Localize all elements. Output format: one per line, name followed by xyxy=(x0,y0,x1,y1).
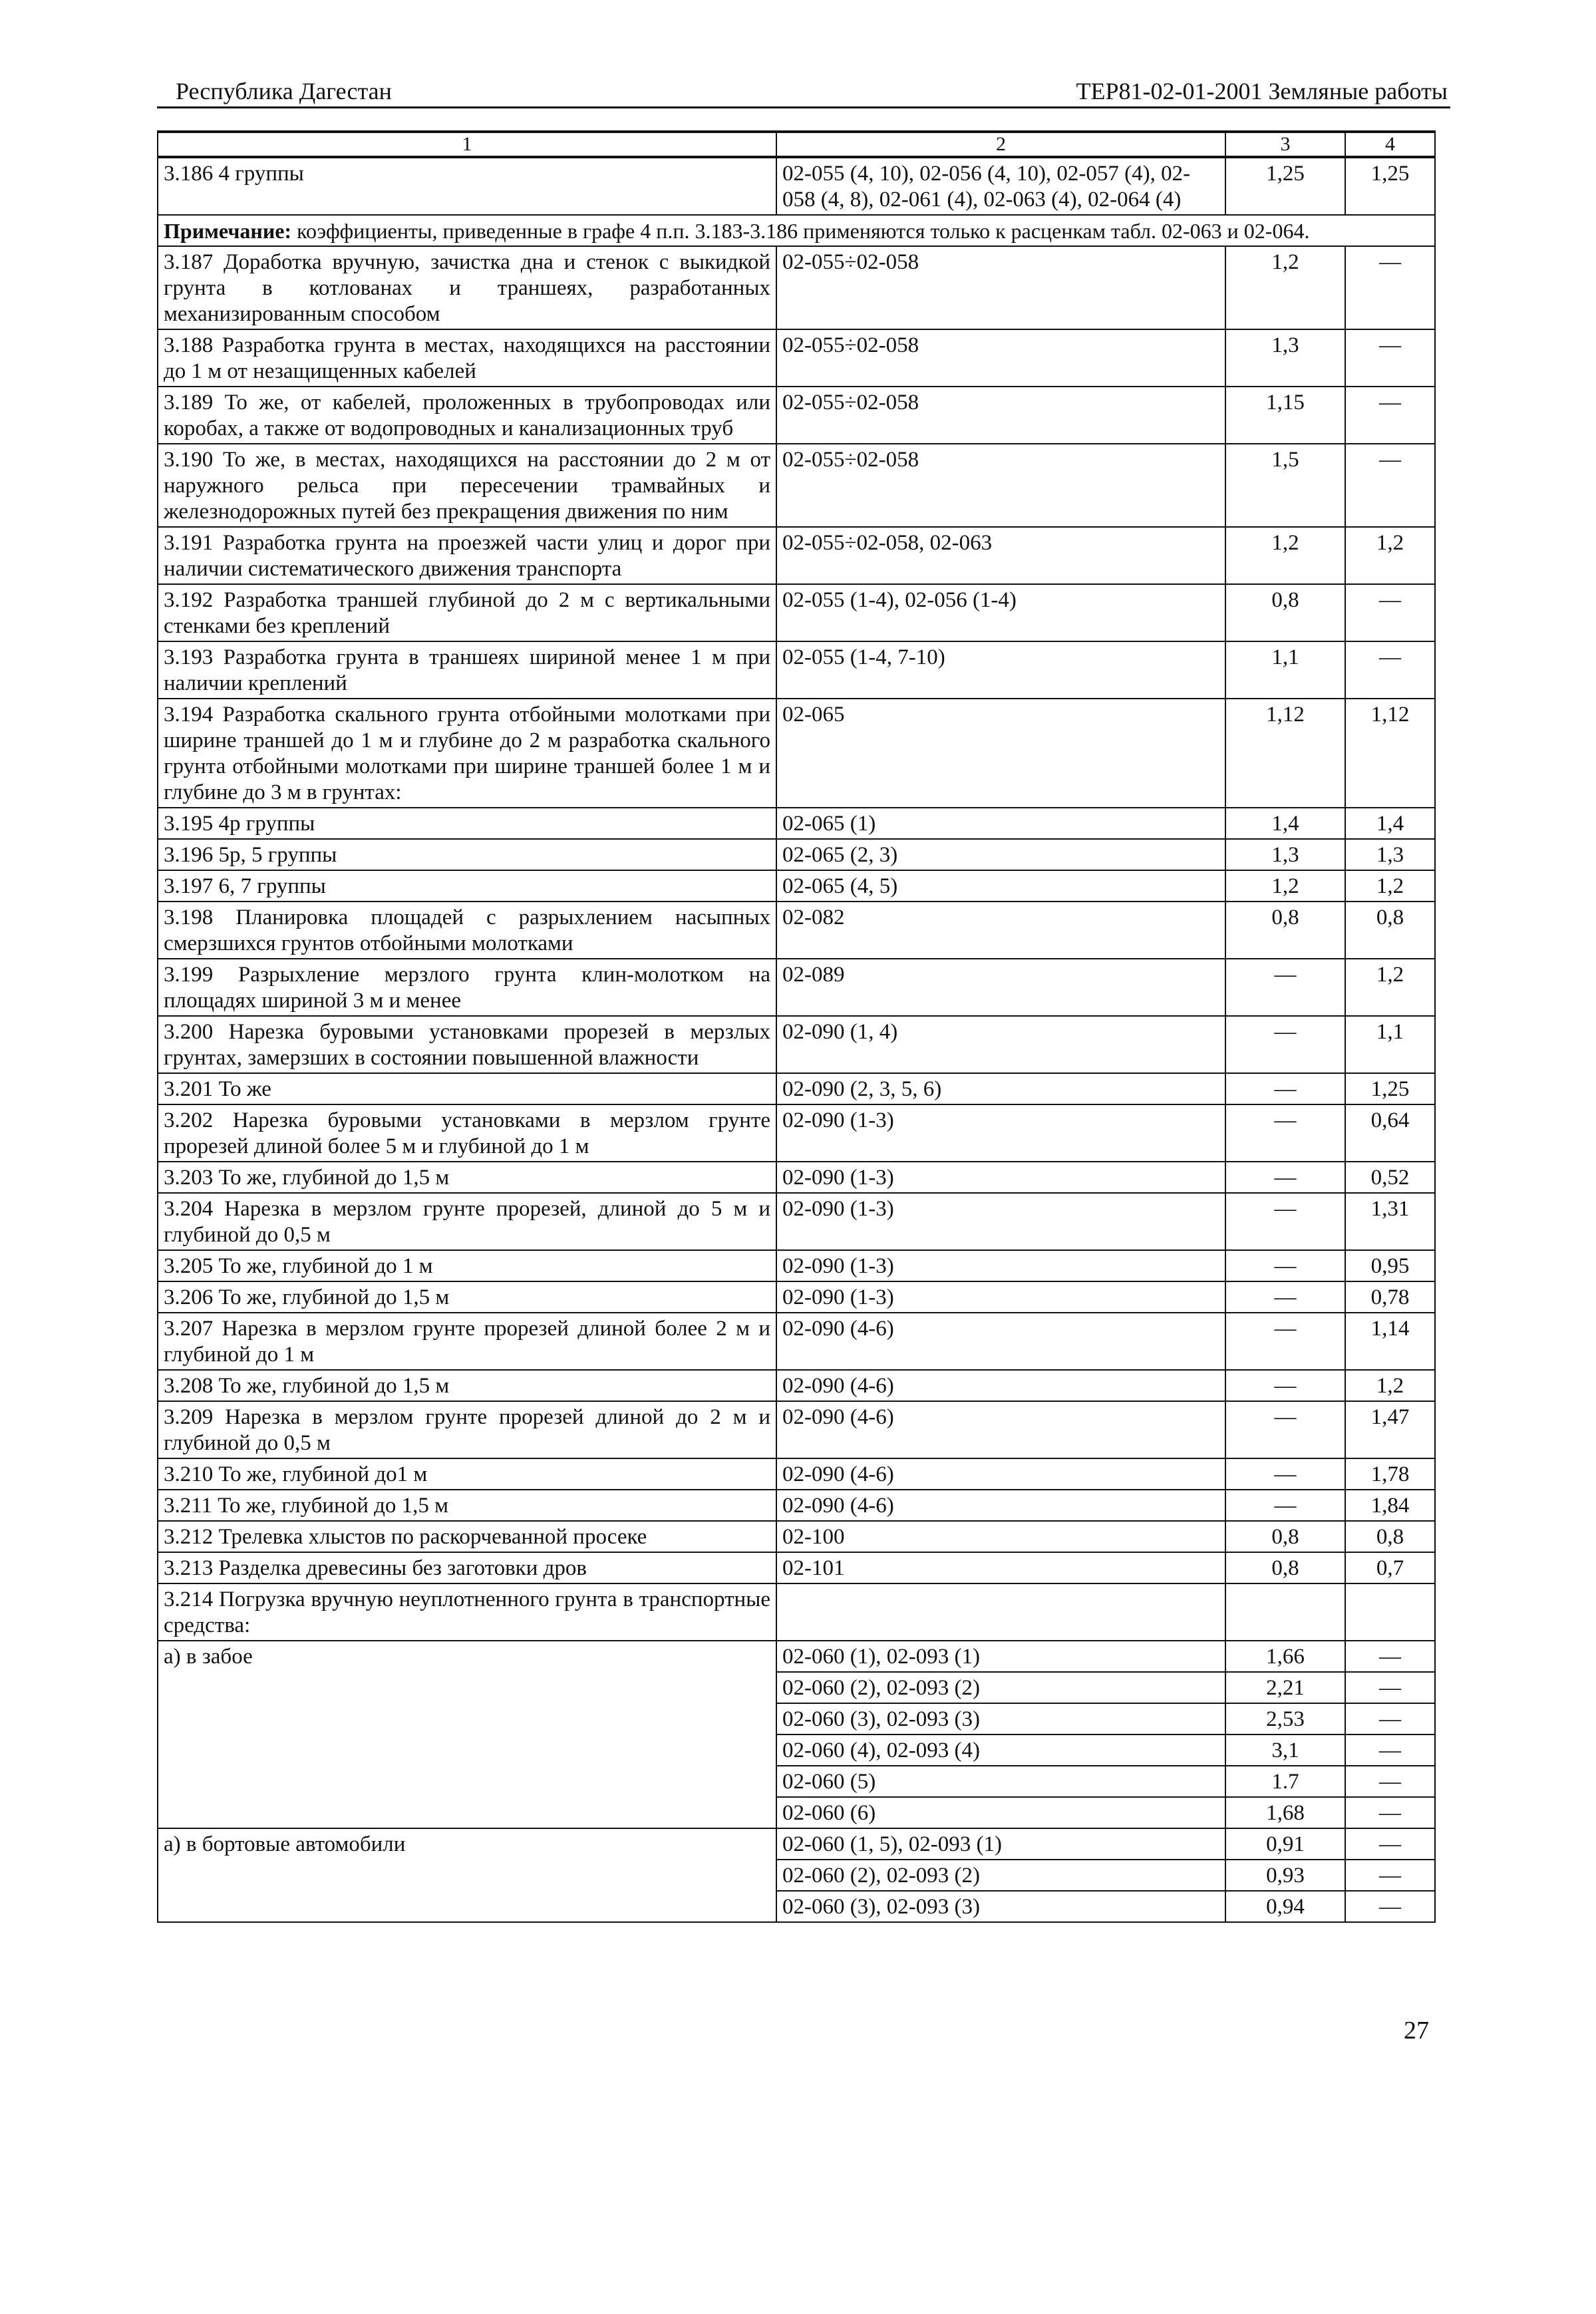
work-description: 3.187 Доработка вручную, зачистка дна и стенок с выкидкой грунта в котлованах и траншеях, разработанных механизированным способом xyxy=(158,246,776,329)
table-row xyxy=(158,1104,1435,1162)
coef-col-4: 1,31 xyxy=(1345,1193,1435,1250)
price-codes: 02-060 (6) xyxy=(776,1797,1225,1828)
header-doc-title: ТЕР81-02-01-2001 Земляные работы xyxy=(1076,78,1448,104)
coef-col-3: 1,2 xyxy=(1225,527,1345,584)
table-row xyxy=(158,1828,1435,1860)
table-row xyxy=(158,1641,1435,1672)
price-codes: 02-060 (2), 02-093 (2) xyxy=(776,1860,1225,1891)
work-description: 3.189 То же, от кабелей, проложенных в трубопроводах или коробах, а также от водопроводных и канализационных труб xyxy=(158,387,776,444)
coef-col-3 xyxy=(1225,1583,1345,1641)
price-codes: 02-090 (4-6) xyxy=(776,1370,1225,1401)
table-row xyxy=(158,641,1435,699)
work-description: 3.205 То же, глубиной до 1 м xyxy=(158,1250,776,1281)
coef-col-3: 2,53 xyxy=(1225,1703,1345,1735)
price-codes: 02-060 (1, 5), 02-093 (1) xyxy=(776,1828,1225,1860)
table-row xyxy=(158,1370,1435,1401)
table-row xyxy=(158,902,1435,959)
coef-col-3: — xyxy=(1225,1162,1345,1193)
price-codes: 02-090 (1-3) xyxy=(776,1193,1225,1250)
subgroup-label: а) в забое xyxy=(158,1641,776,1828)
work-description: 3.204 Нарезка в мерзлом грунте прорезей, длиной до 5 м и глубиной до 0,5 м xyxy=(158,1193,776,1250)
table-row xyxy=(158,1281,1435,1313)
coef-col-4: — xyxy=(1345,1828,1435,1860)
price-codes: 02-090 (1, 4) xyxy=(776,1016,1225,1073)
coef-col-4: 1,2 xyxy=(1345,870,1435,902)
coef-col-3: 1,1 xyxy=(1225,641,1345,699)
coef-col-4: 0,52 xyxy=(1345,1162,1435,1193)
price-codes xyxy=(776,1583,1225,1641)
coef-col-4: — xyxy=(1345,1797,1435,1828)
price-codes: 02-090 (1-3) xyxy=(776,1281,1225,1313)
coef-col-4: 1,3 xyxy=(1345,839,1435,870)
price-codes: 02-055÷02-058, 02-063 xyxy=(776,527,1225,584)
coef-col-4: 0,7 xyxy=(1345,1552,1435,1583)
table-row xyxy=(158,1583,1435,1641)
coef-col-4: 1,47 xyxy=(1345,1401,1435,1458)
work-description: 3.210 То же, глубиной до1 м xyxy=(158,1458,776,1490)
work-description: 3.193 Разработка грунта в траншеях шириной менее 1 м при наличии креплений xyxy=(158,641,776,699)
price-codes: 02-055 (1-4, 7-10) xyxy=(776,641,1225,699)
page-header xyxy=(157,75,1450,108)
price-codes: 02-055÷02-058 xyxy=(776,329,1225,387)
coef-col-3: 0,94 xyxy=(1225,1891,1345,1922)
work-description: 3.206 То же, глубиной до 1,5 м xyxy=(158,1281,776,1313)
work-description: 3.199 Разрыхление мерзлого грунта клин-молотком на площадях шириной 3 м и менее xyxy=(158,959,776,1016)
note-cell xyxy=(158,215,1435,246)
coef-col-3: — xyxy=(1225,1458,1345,1490)
coef-col-4: 0,95 xyxy=(1345,1250,1435,1281)
coef-col-4: — xyxy=(1345,1735,1435,1766)
header-region: Республика Дагестан xyxy=(176,78,392,104)
work-description: 3.212 Трелевка хлыстов по раскорчеванной просеке xyxy=(158,1521,776,1552)
work-description: 3.202 Нарезка буровыми установками в мерзлом грунте прорезей длиной более 5 м и глубиной до 1 м xyxy=(158,1104,776,1162)
table-row xyxy=(158,1521,1435,1552)
table-row xyxy=(158,1193,1435,1250)
table-row xyxy=(158,808,1435,839)
coef-col-3: 1,68 xyxy=(1225,1797,1345,1828)
note-text: коэффициенты, приведенные в графе 4 п.п. 3.183-3.186 применяются только к расценкам табл. 02-063 и 02-064. xyxy=(291,219,1310,243)
table-row xyxy=(158,959,1435,1016)
price-codes: 02-090 (4-6) xyxy=(776,1313,1225,1370)
coef-col-3: 1,2 xyxy=(1225,870,1345,902)
work-description: 3.213 Разделка древесины без заготовки дров xyxy=(158,1552,776,1583)
price-codes: 02-065 (1) xyxy=(776,808,1225,839)
coef-col-4: 0,8 xyxy=(1345,902,1435,959)
work-description: 3.190 То же, в местах, находящихся на расстоянии до 2 м от наружного рельса при пересечении трамвайных и железнодорожных путей без прекращения движения по ним xyxy=(158,444,776,527)
coef-col-4: — xyxy=(1345,1672,1435,1703)
work-description: 3.188 Разработка грунта в местах, находящихся на расстоянии до 1 м от незащищенных кабелей xyxy=(158,329,776,387)
subgroup-label: а) в бортовые автомобили xyxy=(158,1828,776,1922)
coef-col-3: 1,2 xyxy=(1225,246,1345,329)
table-row xyxy=(158,1552,1435,1583)
price-codes: 02-090 (4-6) xyxy=(776,1458,1225,1490)
table-row xyxy=(158,387,1435,444)
coef-col-4: 0,8 xyxy=(1345,1521,1435,1552)
coef-col-4: 1,78 xyxy=(1345,1458,1435,1490)
price-codes: 02-055 (4, 10), 02-056 (4, 10), 02-057 (4), 02-058 (4, 8), 02-061 (4), 02-063 (4), 02-064 (4) xyxy=(776,157,1225,215)
coef-col-4: 1,1 xyxy=(1345,1016,1435,1073)
coefficients-table xyxy=(157,130,1436,1923)
coef-col-4: 1,2 xyxy=(1345,527,1435,584)
coef-col-4: — xyxy=(1345,584,1435,641)
column-number-row xyxy=(158,132,1435,157)
coef-col-3: 1,15 xyxy=(1225,387,1345,444)
coef-col-3: 1.7 xyxy=(1225,1766,1345,1797)
coef-col-4: 0,64 xyxy=(1345,1104,1435,1162)
coef-col-3: 1,3 xyxy=(1225,839,1345,870)
price-codes: 02-055÷02-058 xyxy=(776,444,1225,527)
price-codes: 02-101 xyxy=(776,1552,1225,1583)
price-codes: 02-060 (5) xyxy=(776,1766,1225,1797)
table-row xyxy=(158,1401,1435,1458)
table-row xyxy=(158,329,1435,387)
price-codes: 02-090 (1-3) xyxy=(776,1104,1225,1162)
work-description: 3.195 4р группы xyxy=(158,808,776,839)
coef-col-4: 1,84 xyxy=(1345,1490,1435,1521)
page-number: 27 xyxy=(1404,2017,1429,2045)
coef-col-4: — xyxy=(1345,1766,1435,1797)
coef-col-3: 0,91 xyxy=(1225,1828,1345,1860)
coef-col-4: 1,2 xyxy=(1345,1370,1435,1401)
table-row xyxy=(158,1016,1435,1073)
table-row xyxy=(158,699,1435,808)
price-codes: 02-060 (3), 02-093 (3) xyxy=(776,1703,1225,1735)
note-row xyxy=(158,215,1435,246)
coef-col-3: 1,3 xyxy=(1225,329,1345,387)
price-codes: 02-082 xyxy=(776,902,1225,959)
price-codes: 02-065 (2, 3) xyxy=(776,839,1225,870)
coef-col-3: 1,12 xyxy=(1225,699,1345,808)
coef-col-4: 1,25 xyxy=(1345,1073,1435,1104)
coef-col-3: 1,66 xyxy=(1225,1641,1345,1672)
price-codes: 02-090 (4-6) xyxy=(776,1401,1225,1458)
table-row xyxy=(158,1313,1435,1370)
coef-col-4: — xyxy=(1345,1860,1435,1891)
work-description: 3.186 4 группы xyxy=(158,157,776,215)
coef-col-4: — xyxy=(1345,387,1435,444)
work-description: 3.196 5р, 5 группы xyxy=(158,839,776,870)
table-row xyxy=(158,870,1435,902)
coef-col-3: — xyxy=(1225,1281,1345,1313)
table-row xyxy=(158,584,1435,641)
coef-col-3: — xyxy=(1225,1193,1345,1250)
coef-col-3: — xyxy=(1225,1313,1345,1370)
coef-col-4: — xyxy=(1345,1641,1435,1672)
coef-col-3: 1,5 xyxy=(1225,444,1345,527)
work-description: 3.201 То же xyxy=(158,1073,776,1104)
coef-col-3: — xyxy=(1225,1073,1345,1104)
price-codes: 02-060 (4), 02-093 (4) xyxy=(776,1735,1225,1766)
work-description: 3.208 То же, глубиной до 1,5 м xyxy=(158,1370,776,1401)
coef-col-3: — xyxy=(1225,1370,1345,1401)
work-description: 3.197 6, 7 группы xyxy=(158,870,776,902)
coef-col-3: — xyxy=(1225,1250,1345,1281)
table-row xyxy=(158,839,1435,870)
work-description: 3.207 Нарезка в мерзлом грунте прорезей длиной более 2 м и глубиной до 1 м xyxy=(158,1313,776,1370)
coef-col-3: 0,8 xyxy=(1225,584,1345,641)
price-codes: 02-060 (3), 02-093 (3) xyxy=(776,1891,1225,1922)
coef-col-3: — xyxy=(1225,1016,1345,1073)
table-row xyxy=(158,444,1435,527)
work-description: 3.214 Погрузка вручную неуплотненного грунта в транспортные средства: xyxy=(158,1583,776,1641)
table-row xyxy=(158,527,1435,584)
coef-col-3: 0,93 xyxy=(1225,1860,1345,1891)
column-number: 3 xyxy=(1225,132,1345,157)
work-description: 3.203 То же, глубиной до 1,5 м xyxy=(158,1162,776,1193)
column-number: 2 xyxy=(776,132,1225,157)
work-description: 3.198 Планировка площадей с разрыхлением насыпных смерзшихся грунтов отбойными молотками xyxy=(158,902,776,959)
coef-col-3: 0,8 xyxy=(1225,902,1345,959)
price-codes: 02-055÷02-058 xyxy=(776,387,1225,444)
column-number: 4 xyxy=(1345,132,1435,157)
coef-col-4: — xyxy=(1345,1891,1435,1922)
coef-col-4: 1,25 xyxy=(1345,157,1435,215)
coef-col-3: — xyxy=(1225,1490,1345,1521)
coef-col-4: — xyxy=(1345,641,1435,699)
price-codes: 02-060 (2), 02-093 (2) xyxy=(776,1672,1225,1703)
table-row xyxy=(158,1490,1435,1521)
work-description: 3.200 Нарезка буровыми установками прорезей в мерзлых грунтах, замерзших в состоянии повышенной влажности xyxy=(158,1016,776,1073)
price-codes: 02-100 xyxy=(776,1521,1225,1552)
table-row xyxy=(158,1162,1435,1193)
coef-col-3: 3,1 xyxy=(1225,1735,1345,1766)
price-codes: 02-090 (1-3) xyxy=(776,1162,1225,1193)
coef-col-3: 1,25 xyxy=(1225,157,1345,215)
coef-col-4: 1,2 xyxy=(1345,959,1435,1016)
table-row xyxy=(158,1458,1435,1490)
coef-col-3: — xyxy=(1225,1104,1345,1162)
coef-col-4: 0,78 xyxy=(1345,1281,1435,1313)
price-codes: 02-090 (1-3) xyxy=(776,1250,1225,1281)
coef-col-4: 1,12 xyxy=(1345,699,1435,808)
work-description: 3.209 Нарезка в мерзлом грунте прорезей длиной до 2 м и глубиной до 0,5 м xyxy=(158,1401,776,1458)
coef-col-3: — xyxy=(1225,1401,1345,1458)
price-codes: 02-055 (1-4), 02-056 (1-4) xyxy=(776,584,1225,641)
coef-col-4: 1,14 xyxy=(1345,1313,1435,1370)
price-codes: 02-055÷02-058 xyxy=(776,246,1225,329)
price-codes: 02-089 xyxy=(776,959,1225,1016)
price-codes: 02-065 xyxy=(776,699,1225,808)
price-codes: 02-090 (4-6) xyxy=(776,1490,1225,1521)
work-description: 3.211 То же, глубиной до 1,5 м xyxy=(158,1490,776,1521)
coef-col-3: 0,8 xyxy=(1225,1552,1345,1583)
work-description: 3.194 Разработка скального грунта отбойными молотками при ширине траншей до 1 м и глубине до 2 м разработка скального грунта отбойными молотками при ширине траншей более 1 м и глубине до 3 м в грунтах: xyxy=(158,699,776,808)
price-codes: 02-060 (1), 02-093 (1) xyxy=(776,1641,1225,1672)
coef-col-4 xyxy=(1345,1583,1435,1641)
column-number: 1 xyxy=(158,132,776,157)
coef-col-4: — xyxy=(1345,246,1435,329)
table-row xyxy=(158,246,1435,329)
coef-col-3: 0,8 xyxy=(1225,1521,1345,1552)
coef-col-4: 1,4 xyxy=(1345,808,1435,839)
coef-col-3: — xyxy=(1225,959,1345,1016)
price-codes: 02-090 (2, 3, 5, 6) xyxy=(776,1073,1225,1104)
price-codes: 02-065 (4, 5) xyxy=(776,870,1225,902)
coef-col-3: 2,21 xyxy=(1225,1672,1345,1703)
work-description: 3.192 Разработка траншей глубиной до 2 м с вертикальными стенками без креплений xyxy=(158,584,776,641)
note-label: Примечание: xyxy=(164,219,292,243)
coef-col-4: — xyxy=(1345,444,1435,527)
table-row xyxy=(158,1073,1435,1104)
coef-col-4: — xyxy=(1345,1703,1435,1735)
coef-col-4: — xyxy=(1345,329,1435,387)
work-description: 3.191 Разработка грунта на проезжей части улиц и дорог при наличии систематического движения транспорта xyxy=(158,527,776,584)
table-row xyxy=(158,157,1435,215)
coef-col-3: 1,4 xyxy=(1225,808,1345,839)
table-row xyxy=(158,1250,1435,1281)
